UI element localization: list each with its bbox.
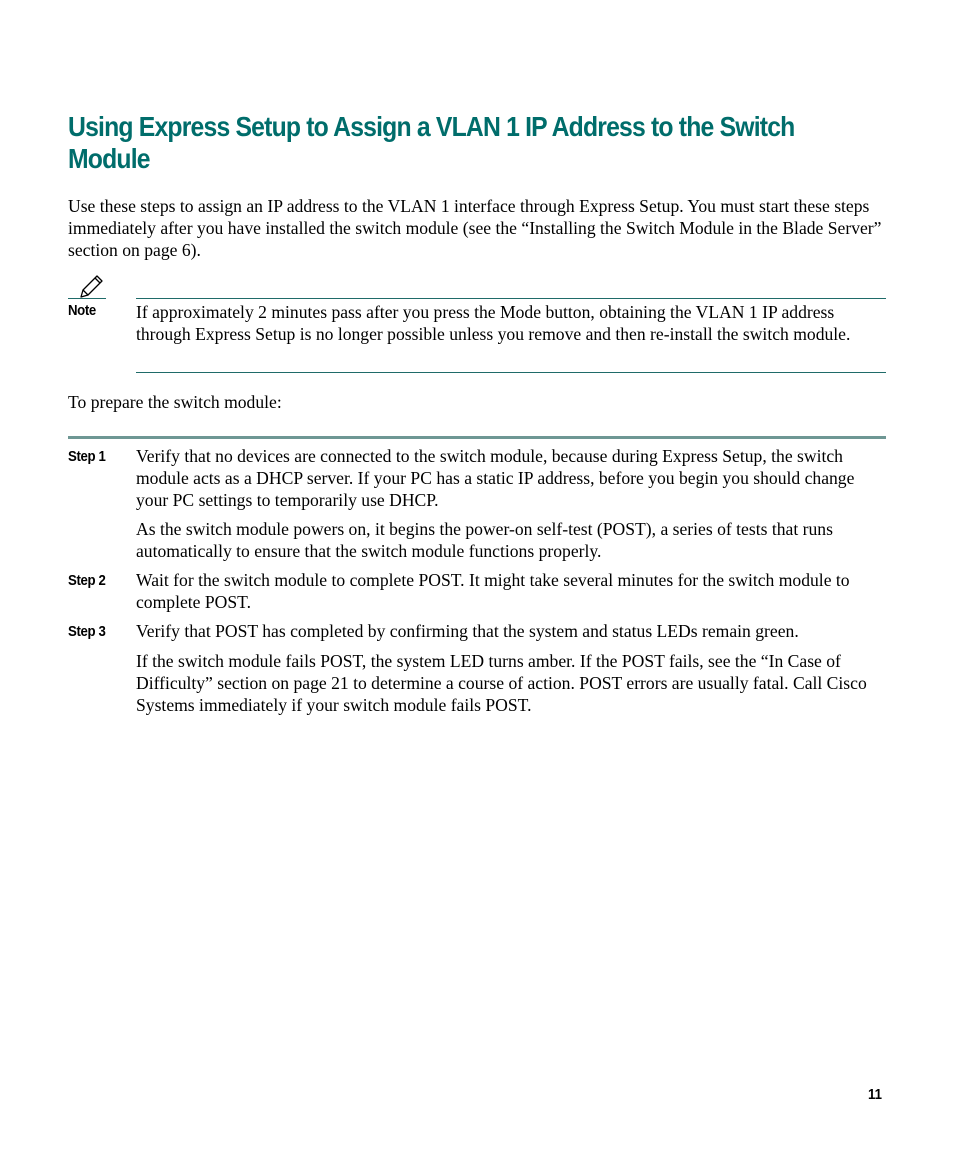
step-1-detail: As the switch module powers on, it begins the power-on self-test (POST), a series of tests that runs automatically to ensure that the switch module functions properly. bbox=[136, 519, 833, 561]
note-text: If approximately 2 minutes pass after you press the Mode button, obtaining the VLAN 1 IP address through Express Setup is no longer possible unless you remove and then re-install the switch module. bbox=[136, 302, 851, 344]
page-number: 11 bbox=[868, 1086, 882, 1103]
page-title: Using Express Setup to Assign a VLAN 1 IP Address to the Switch Module bbox=[68, 111, 795, 174]
intro-paragraph: Use these steps to assign an IP address to the VLAN 1 interface through Express Setup. You must start these steps immediately after you have installed the switch module (see the “Installing the Switch Module in the Blade Server” section on page 6). bbox=[68, 196, 882, 260]
pencil-note-icon bbox=[78, 274, 106, 298]
step-3-label: Step 3 bbox=[68, 623, 106, 640]
step-3-detail: If the switch module fails POST, the system LED turns amber. If the POST fails, see the “In Case of Difficulty” section on page 21 to determine a course of action. POST errors are usually fatal. Call Cisco Systems immediately if your switch module fails POST. bbox=[136, 651, 867, 715]
step-3-text: Verify that POST has completed by confirming that the system and status LEDs remain green. bbox=[136, 621, 799, 641]
step-1-text: Verify that no devices are connected to the switch module, because during Express Setup, the switch module acts as a DHCP server. If your PC has a static IP address, before you begin you should change your PC settings to temporarily use DHCP. bbox=[136, 446, 855, 510]
note-rule-bottom bbox=[136, 372, 886, 373]
note-label: Note bbox=[68, 302, 96, 319]
prepare-paragraph: To prepare the switch module: bbox=[68, 392, 282, 412]
step-2-text: Wait for the switch module to complete POST. It might take several minutes for the switch module to complete POST. bbox=[136, 570, 850, 612]
note-rule-short bbox=[68, 298, 106, 299]
steps-rule bbox=[68, 436, 886, 439]
step-2-label: Step 2 bbox=[68, 572, 106, 589]
note-rule-top bbox=[136, 298, 886, 299]
step-1-label: Step 1 bbox=[68, 448, 106, 465]
